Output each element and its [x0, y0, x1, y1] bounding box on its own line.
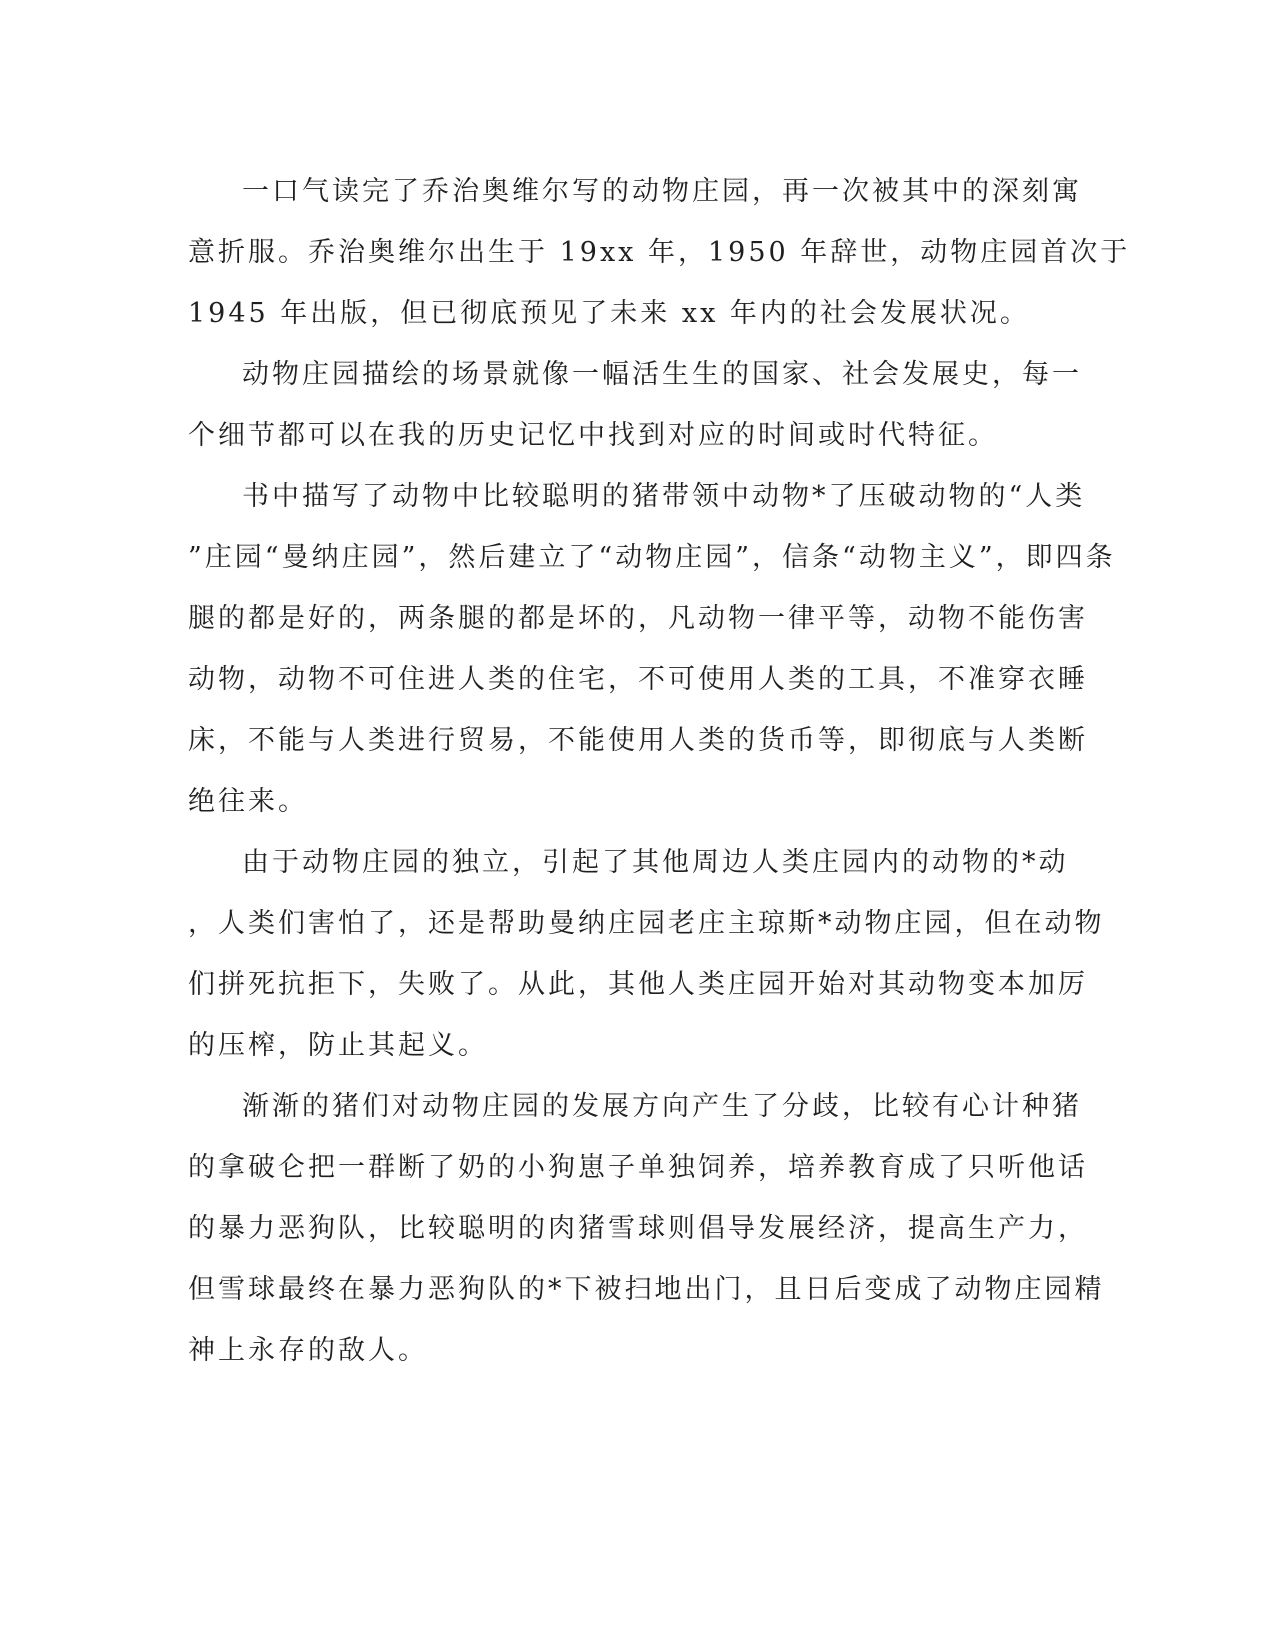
text-line: 床，不能与人类进行贸易，不能使用人类的货币等，即彻底与人类断: [188, 725, 1088, 756]
text-line: 们拼死抗拒下，失败了。从此，其他人类庄园开始对其动物变本加厉: [188, 969, 1088, 1000]
text-line: 渐渐的猪们对动物庄园的发展方向产生了分歧，比较有心计种猪: [242, 1091, 1082, 1122]
text-line: 1945 年出版，但已彻底预见了未来 xx 年内的社会发展状况。: [188, 298, 1030, 329]
text-line: ，人类们害怕了，还是帮助曼纳庄园老庄主琼斯*动物庄园，但在动物: [188, 908, 1105, 939]
text-line: 书中描写了动物中比较聪明的猪带领中动物*了压破动物的“人类: [242, 481, 1086, 512]
text-line: 的压榨，防止其起义。: [188, 1030, 488, 1061]
text-line: 一口气读完了乔治奥维尔写的动物庄园，再一次被其中的深刻寓: [242, 176, 1082, 207]
text-line: 动物庄园描绘的场景就像一幅活生生的国家、社会发展史，每一: [242, 359, 1082, 390]
paragraph-5: [188, 1076, 1105, 1381]
text-line: 腿的都是好的，两条腿的都是坏的，凡动物一律平等，动物不能伤害: [188, 603, 1088, 634]
text-line: 意折服。乔治奥维尔出生于 19xx 年，1950 年辞世，动物庄园首次于: [188, 237, 1131, 268]
text-line: 但雪球最终在暴力恶狗队的*下被扫地出门，且日后变成了动物庄园精: [188, 1274, 1105, 1305]
text-line: 的暴力恶狗队，比较聪明的肉猪雪球则倡导发展经济，提高生产力，: [188, 1213, 1088, 1244]
text-line: 的拿破仑把一群断了奶的小狗崽子单独饲养，培养教育成了只听他话: [188, 1152, 1088, 1183]
text-line: 动物，动物不可住进人类的住宅，不可使用人类的工具，不准穿衣睡: [188, 664, 1088, 695]
text-line: 由于动物庄园的独立，引起了其他周边人类庄园内的动物的*动: [242, 847, 1069, 878]
text-line: 绝往来。: [188, 786, 308, 817]
text-line: ”庄园“曼纳庄园”，然后建立了“动物庄园”，信条“动物主义”，即四条: [188, 542, 1116, 573]
paragraph-1: [188, 161, 1131, 344]
paragraph-3: [188, 466, 1116, 832]
paragraph-2: [188, 344, 1082, 466]
text-line: 个细节都可以在我的历史记忆中找到对应的时间或时代特征。: [188, 420, 998, 451]
text-line: 神上永存的敌人。: [188, 1335, 428, 1366]
paragraph-4: [188, 832, 1105, 1076]
document-body: [188, 161, 1131, 1381]
